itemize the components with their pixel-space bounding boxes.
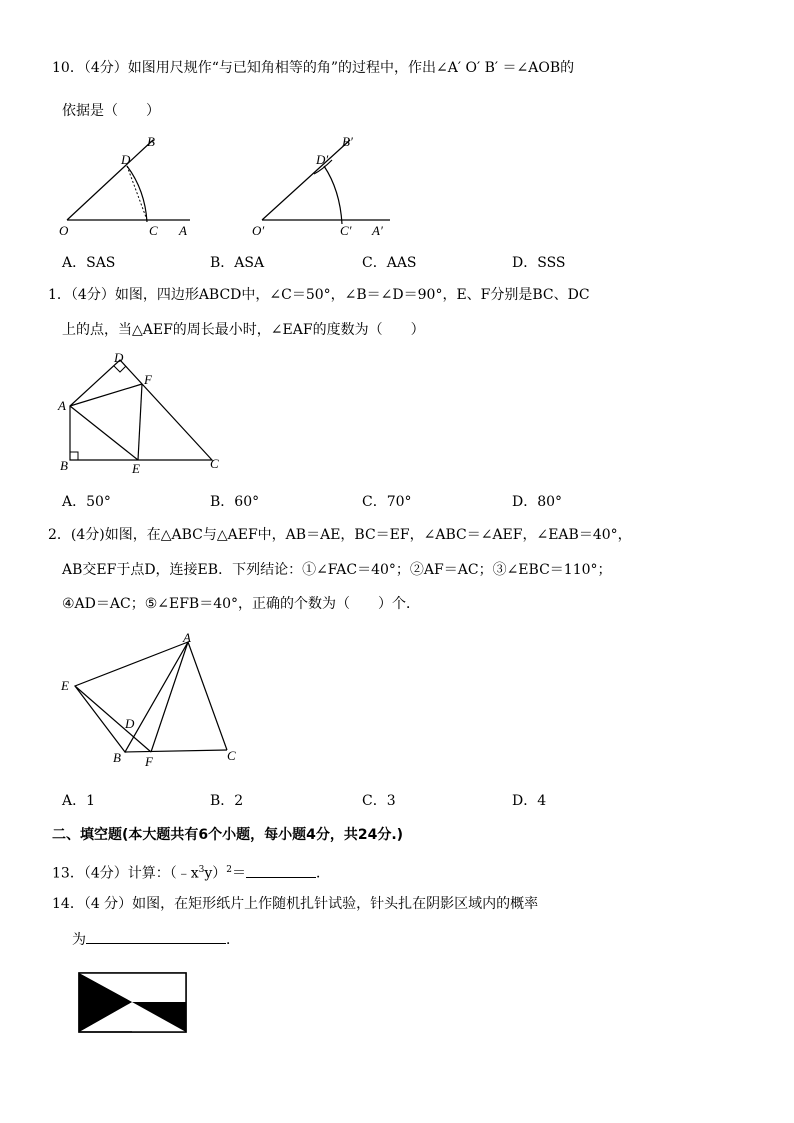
- q12-label-e: E: [61, 678, 69, 693]
- q11-label-a: A: [58, 398, 66, 413]
- q12-label-b: B: [113, 750, 121, 765]
- q14-answer-blank[interactable]: [86, 929, 226, 944]
- q10-figure-2: [250, 130, 400, 240]
- q11-figure: [50, 348, 230, 478]
- q10-figure-1: [55, 130, 205, 240]
- q10-stem-line2: 依据是（ ）: [62, 103, 160, 119]
- q10-fig1-label-o: O: [59, 223, 69, 238]
- q11-label-d: D: [114, 350, 124, 365]
- q12-stem-line3: ④AD＝AC；⑤∠EFB＝40°，正确的个数为（ ）个．: [62, 596, 421, 612]
- q13-answer-blank[interactable]: [246, 863, 316, 878]
- q13-prefix: 13．（4分）计算：（﹣x: [52, 865, 199, 882]
- q11-option-b: B．60°: [210, 494, 260, 510]
- q14-prefix: 为: [72, 932, 86, 948]
- q13-end: ．: [316, 865, 331, 882]
- q12-stem-line1: 2．(4分)如图，在△ABC与△AEF中，AB＝AE，BC＝EF，∠ABC＝∠AEF，∠EAB＝40°，: [48, 527, 632, 543]
- q10-option-b: B．ASA: [210, 255, 265, 271]
- q11-label-e: E: [132, 461, 140, 476]
- q10-fig2-label-b: B′: [342, 134, 353, 149]
- q11-option-c: C．70°: [362, 494, 412, 510]
- q13-exponent: 3: [198, 865, 205, 875]
- q11-label-c: C: [210, 456, 219, 471]
- q13-stem: [52, 860, 330, 884]
- q10-fig2-label-d: D′: [316, 152, 329, 167]
- q14-stem-line1: 14．（4 分）如图，在矩形纸片上作随机扎针试验，针头扎在阴影区域内的概率: [52, 896, 539, 912]
- q12-option-b: B．2: [210, 793, 244, 809]
- q12-label-a: A: [183, 630, 191, 645]
- q12-figure: [55, 630, 255, 770]
- q12-label-d: D: [125, 716, 135, 731]
- q13-suffix: ＝: [232, 865, 247, 882]
- q10-fig1-label-b: B: [147, 134, 155, 149]
- q10-option-d: D．SSS: [512, 255, 566, 271]
- q12-stem-line2: AB交EF于点D，连接EB．下列结论：①∠FAC＝40°；②AF＝AC；③∠EBC＝110°；: [62, 562, 612, 578]
- q10-fig2-label-c: C′: [340, 223, 352, 238]
- q10-fig2-label-a: A′: [372, 223, 383, 238]
- q12-option-a: A．1: [62, 793, 96, 809]
- q11-stem-line2: 上的点，当△AEF的周长最小时，∠EAF的度数为（ ）: [62, 322, 425, 338]
- section-heading: 二、填空题(本大题共有6个小题，每小题4分，共24分.): [52, 827, 404, 843]
- q10-option-c: C．AAS: [362, 255, 417, 271]
- q14-figure-rectangle: [78, 972, 188, 1034]
- q11-stem-line1: 1．（4分）如图，四边形ABCD中，∠C＝50°，∠B＝∠D＝90°，E、F分别是BC、DC: [48, 287, 590, 303]
- q11-label-b: B: [60, 458, 68, 473]
- q10-fig1-label-c: C: [149, 223, 158, 238]
- q10-fig1-label-d: D: [121, 152, 131, 167]
- q10-stem-line1: 10．（4分）如图用尺规作“与已知角相等的角”的过程中，作出∠A′ O′ B′ ＝∠AOB的: [52, 60, 575, 76]
- q13-mid: y）: [204, 865, 227, 882]
- q12-label-f: F: [145, 754, 153, 769]
- q11-option-a: A．50°: [62, 494, 111, 510]
- q14-end: ．: [226, 932, 240, 948]
- q12-label-c: C: [227, 748, 236, 763]
- q11-label-f: F: [144, 372, 152, 387]
- q12-option-d: D．4: [512, 793, 547, 809]
- q10-fig2-label-o: O′: [252, 223, 265, 238]
- q10-fig1-label-a: A: [179, 223, 187, 238]
- q10-option-a: A．SAS: [62, 255, 116, 271]
- q14-stem-line2: [72, 929, 240, 950]
- q13-exponent-2: 2: [226, 865, 233, 875]
- q12-option-c: C．3: [362, 793, 396, 809]
- q11-option-d: D．80°: [512, 494, 563, 510]
